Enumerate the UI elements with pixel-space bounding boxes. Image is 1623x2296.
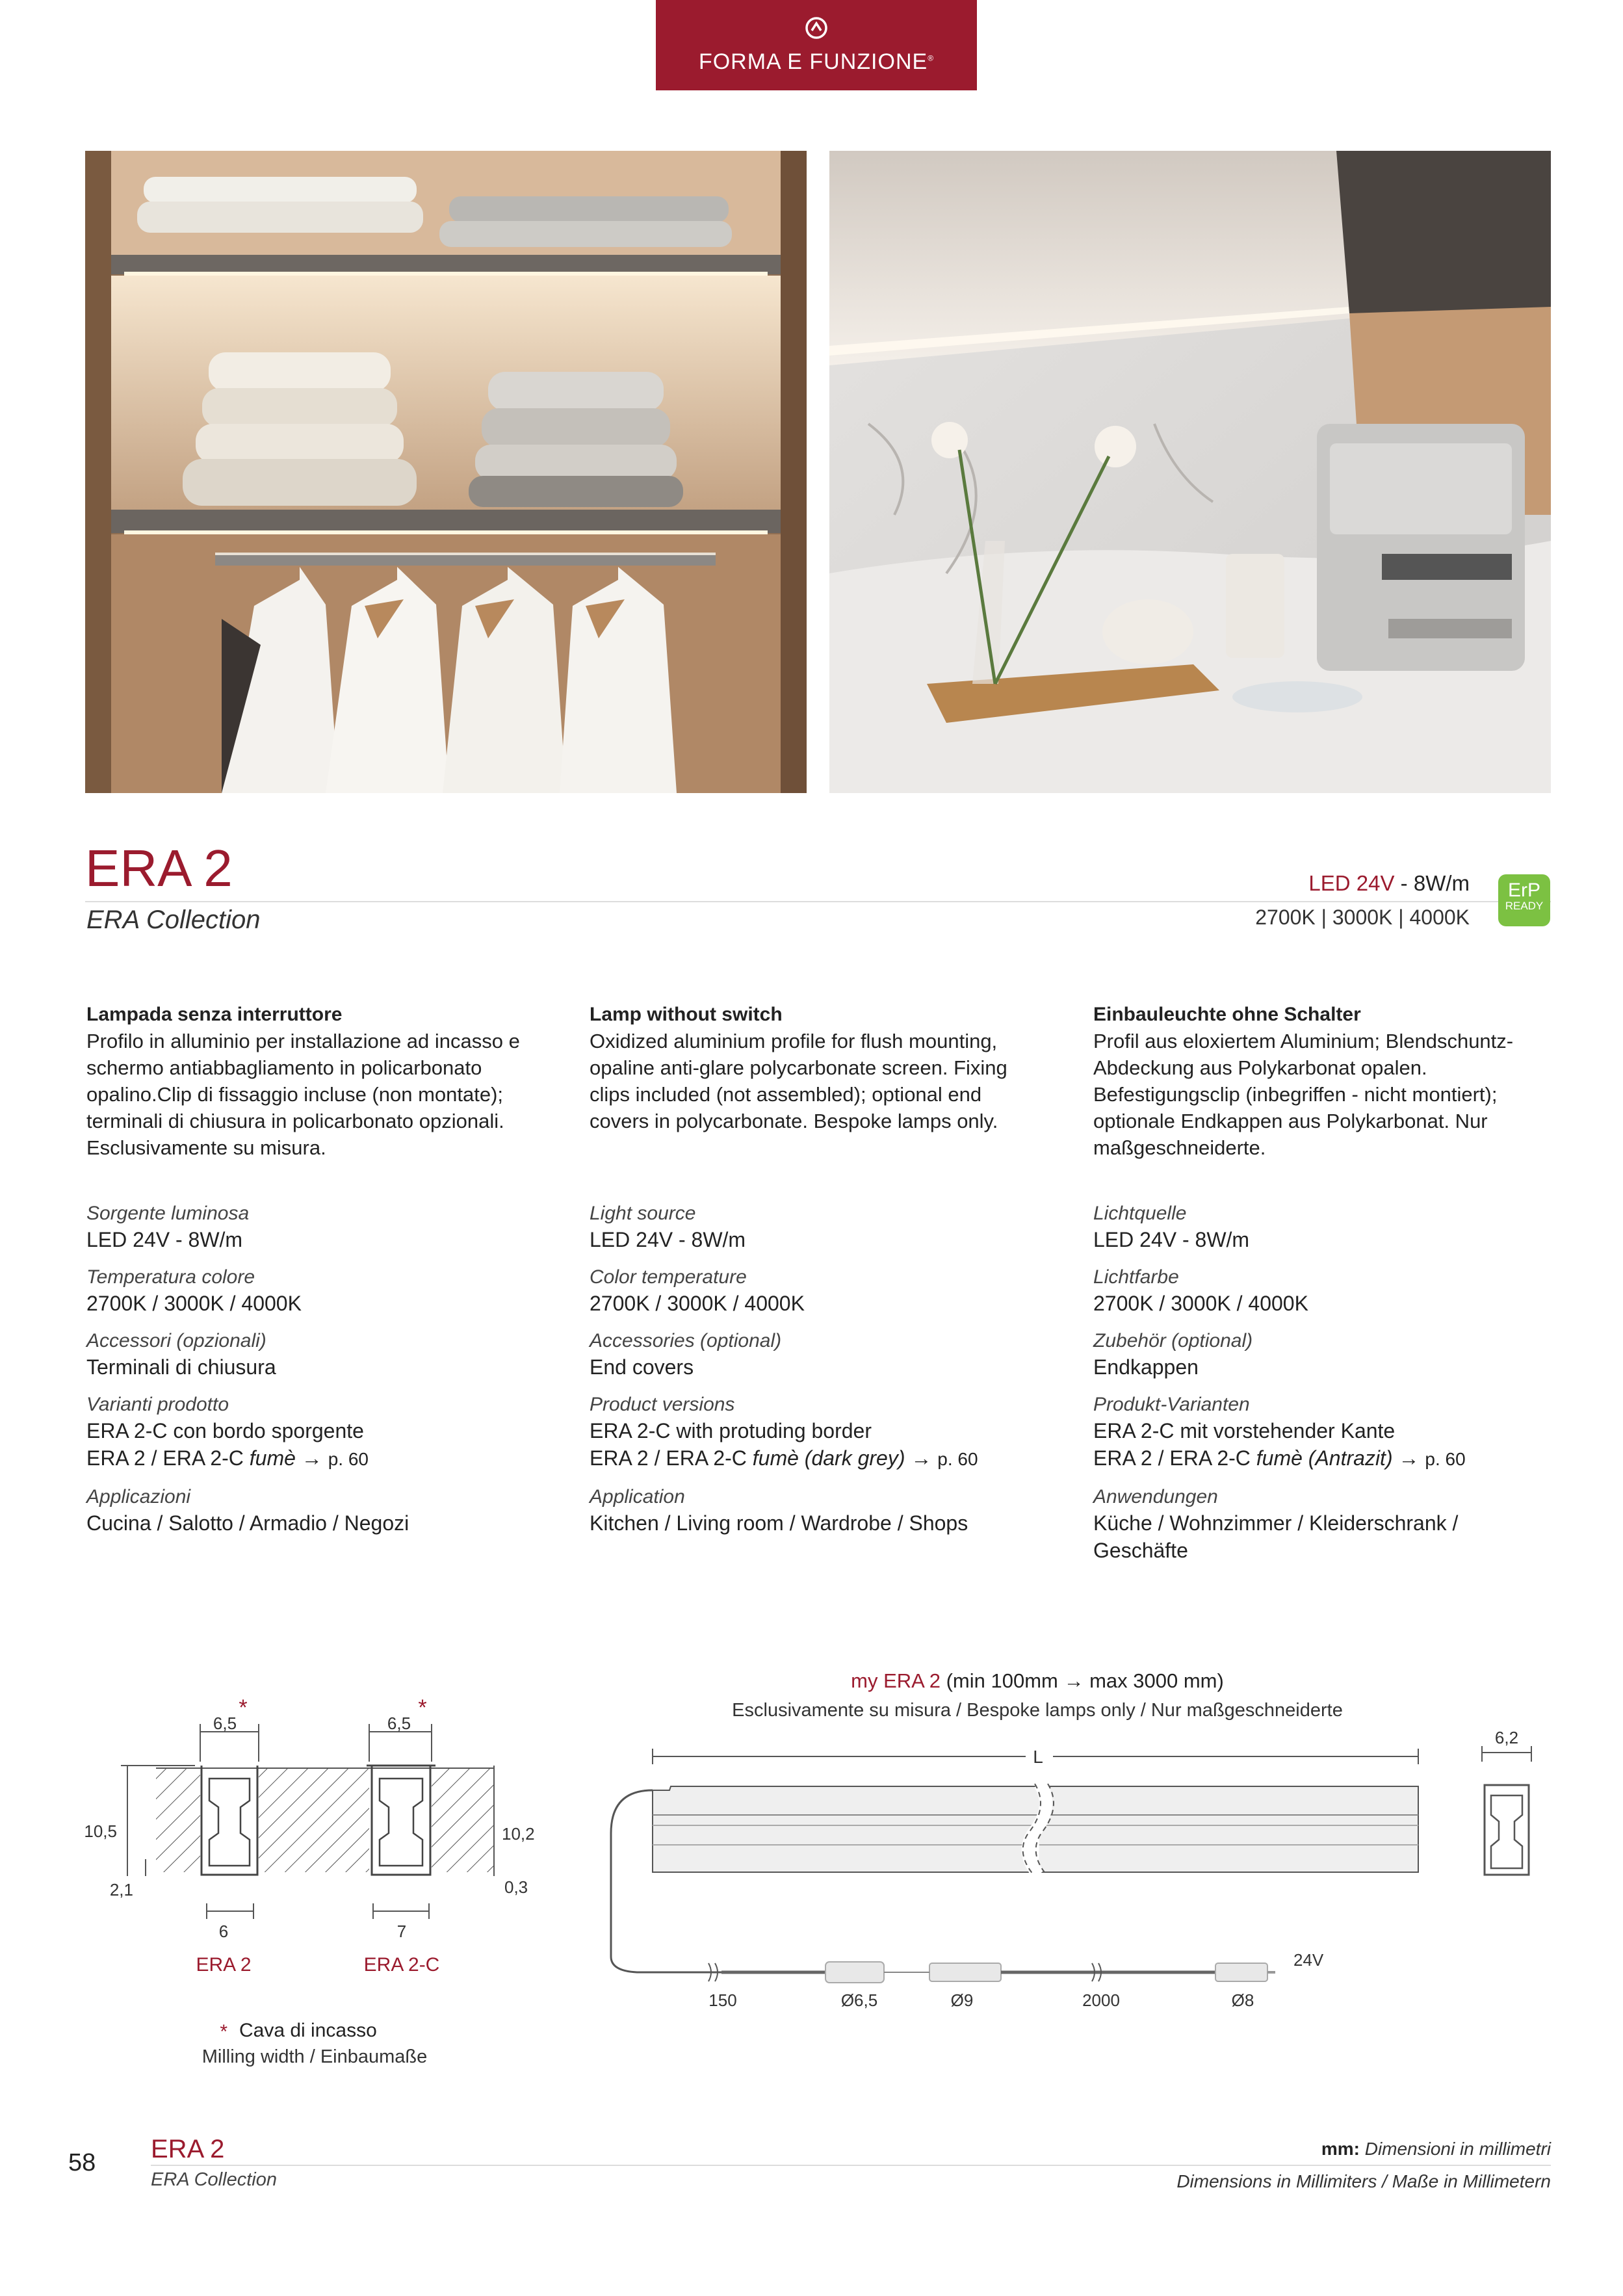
temperature-spec: 2700K | 3000K | 4000K (1255, 906, 1470, 929)
column-description: Oxidized aluminium profile for flush mounting, opaline anti-glare polycarbonate screen. Fixing clips included (not assembled); optional end covers in polycarbonate. Bespoke lamps only. (590, 1030, 1007, 1132)
long-profile (611, 1784, 1529, 1972)
cable-dim-3: Ø9 (950, 1990, 974, 2010)
title-divider (85, 901, 1551, 902)
column-heading: Lampada senza interruttore (86, 1004, 343, 1025)
dim-left-bottom: 2,1 (109, 1880, 133, 1899)
spec-value: Kitchen / Living room / Wardrobe / Shops (590, 1511, 968, 1535)
spec-value: LED 24V - 8W/m (590, 1228, 746, 1251)
dim-left-width: 6 (218, 1922, 229, 1941)
bespoke-note: Esclusivamente su misura / Bespoke lamps only / Nur maßgeschneiderte (732, 1700, 1343, 1721)
legend-asterisk: * (220, 2021, 227, 2042)
column-german (1093, 1001, 1548, 1564)
spec-label: Lichtquelle (1093, 1203, 1187, 1224)
spec-label: Color temperature (590, 1266, 747, 1288)
dim-left-height: 10,5 (84, 1821, 117, 1841)
label-era2c: ERA 2-C (363, 1954, 440, 1976)
profile-cross-sections (156, 1766, 494, 1875)
spec-value: ERA 2-C with protuding border (590, 1419, 872, 1442)
spec-label: Zubehör (optional) (1093, 1330, 1253, 1351)
footer-dimensions-note: Dimensions in Millimiters / Maße in Millimetern (1176, 2171, 1551, 2191)
spec-value: 2700K / 3000K / 4000K (590, 1292, 805, 1315)
length-dimension (653, 1746, 1531, 1764)
spec-value: ERA 2-C con bordo sporgente (86, 1419, 364, 1442)
footer-units: mm: Dimensioni in millimetri (1321, 2139, 1551, 2159)
footer-divider (151, 2165, 1551, 2166)
column-italian (86, 1001, 541, 1537)
spec-value: 2700K / 3000K / 4000K (1093, 1292, 1308, 1315)
kitchen-photo (829, 151, 1551, 793)
spec-value: LED 24V - 8W/m (1093, 1228, 1250, 1251)
dim-right-width: 7 (396, 1922, 407, 1941)
spec-value: Endkappen (1093, 1355, 1199, 1379)
spec-value-variant: ERA 2 / ERA 2-C fumè (dark grey) → p. 60 (590, 1446, 978, 1470)
spec-label: Temperatura colore (86, 1266, 255, 1288)
footer-title: ERA 2 (151, 2135, 225, 2163)
footer-collection: ERA Collection (151, 2169, 277, 2190)
column-description: Profil aus eloxiertem Aluminium; Blendschuntz-Abdeckung aus Polykarbonat opalen. Befestigungsclip (inbegriffen - nicht montiert); optionale Endkappen aus Polykarbonat. Nur maßgeschneiderte. (1093, 1030, 1514, 1159)
spec-value-variant: ERA 2 / ERA 2-C fumè → p. 60 (86, 1446, 369, 1470)
spec-value: Küche / Wohnzimmer / Kleiderschrank / Geschäfte (1093, 1511, 1459, 1562)
column-heading: Lamp without switch (590, 1004, 783, 1025)
cable-dim-5: Ø8 (1231, 1990, 1254, 2010)
spec-label: Anwendungen (1093, 1486, 1218, 1507)
spec-value: Cucina / Salotto / Armadio / Negozi (86, 1511, 409, 1535)
dim-right-height: 10,2 (502, 1824, 535, 1844)
product-title: ERA 2 (85, 839, 233, 897)
spec-value: ERA 2-C mit vorstehender Kante (1093, 1419, 1396, 1442)
column-description: Profilo in alluminio per installazione ad incasso e schermo antiabbagliamento in policarbonato opalino.Clip di fissaggio incluse (non montate); terminali di chiusura in policarbonato opzionali. Esclusivamente su misura. (86, 1030, 520, 1159)
spec-label: Product versions (590, 1394, 735, 1415)
erp-ready-badge: ErP READY (1498, 874, 1550, 926)
my-era-heading: my ERA 2 (min 100mm → max 3000 mm) (851, 1669, 1224, 1692)
dim-right-bottom: 0,3 (504, 1877, 528, 1897)
spec-value: Terminali di chiusura (86, 1355, 276, 1379)
asterisk-left: * (239, 1695, 248, 1720)
spec-label: Accessori (opzionali) (86, 1330, 266, 1351)
spec-value: 2700K / 3000K / 4000K (86, 1292, 302, 1315)
spec-value: LED 24V - 8W/m (86, 1228, 243, 1251)
led-spec: LED 24V - 8W/m (1308, 871, 1470, 895)
dim-right-top: 6,5 (387, 1714, 411, 1733)
cable-dim-4: 2000 (1082, 1990, 1120, 2010)
spec-label: Sorgente luminosa (86, 1203, 250, 1224)
product-collection: ERA Collection (86, 906, 261, 934)
column-heading: Einbauleuchte ohne Schalter (1093, 1004, 1361, 1025)
technical-drawing (0, 1651, 1623, 2106)
legend-title: Cava di incasso (239, 2020, 377, 2041)
wardrobe-photo (85, 151, 807, 793)
brand-logo (656, 0, 977, 90)
spec-value-variant: ERA 2 / ERA 2-C fumè (Antrazit) → p. 60 (1093, 1446, 1466, 1470)
brand-mark-icon (804, 16, 829, 40)
cable-dim-1: 150 (708, 1990, 737, 2010)
cable-assembly (708, 1962, 1275, 1983)
label-era2: ERA 2 (196, 1954, 252, 1976)
spec-label: Application (590, 1486, 685, 1507)
column-english (590, 1001, 1045, 1537)
cable-dim-2: Ø6,5 (840, 1990, 878, 2010)
spec-label: Lichtfarbe (1093, 1266, 1179, 1288)
spec-label: Applicazioni (86, 1486, 191, 1507)
asterisk-right: * (418, 1695, 427, 1720)
page-number: 58 (68, 2149, 96, 2176)
voltage-label: 24V (1293, 1950, 1324, 1970)
legend-subtitle: Milling width / Einbaumaße (201, 2046, 428, 2067)
spec-value: End covers (590, 1355, 694, 1379)
spec-label: Accessories (optional) (590, 1330, 782, 1351)
end-width-dim: 6,2 (1494, 1728, 1519, 1747)
spec-label: Varianti prodotto (86, 1394, 229, 1415)
brand-name: FORMA E FUNZIONE® (698, 49, 935, 74)
spec-label: Light source (590, 1203, 696, 1224)
spec-label: Produkt-Varianten (1093, 1394, 1250, 1415)
dim-left-top: 6,5 (213, 1714, 237, 1733)
length-label: L (1033, 1747, 1043, 1767)
